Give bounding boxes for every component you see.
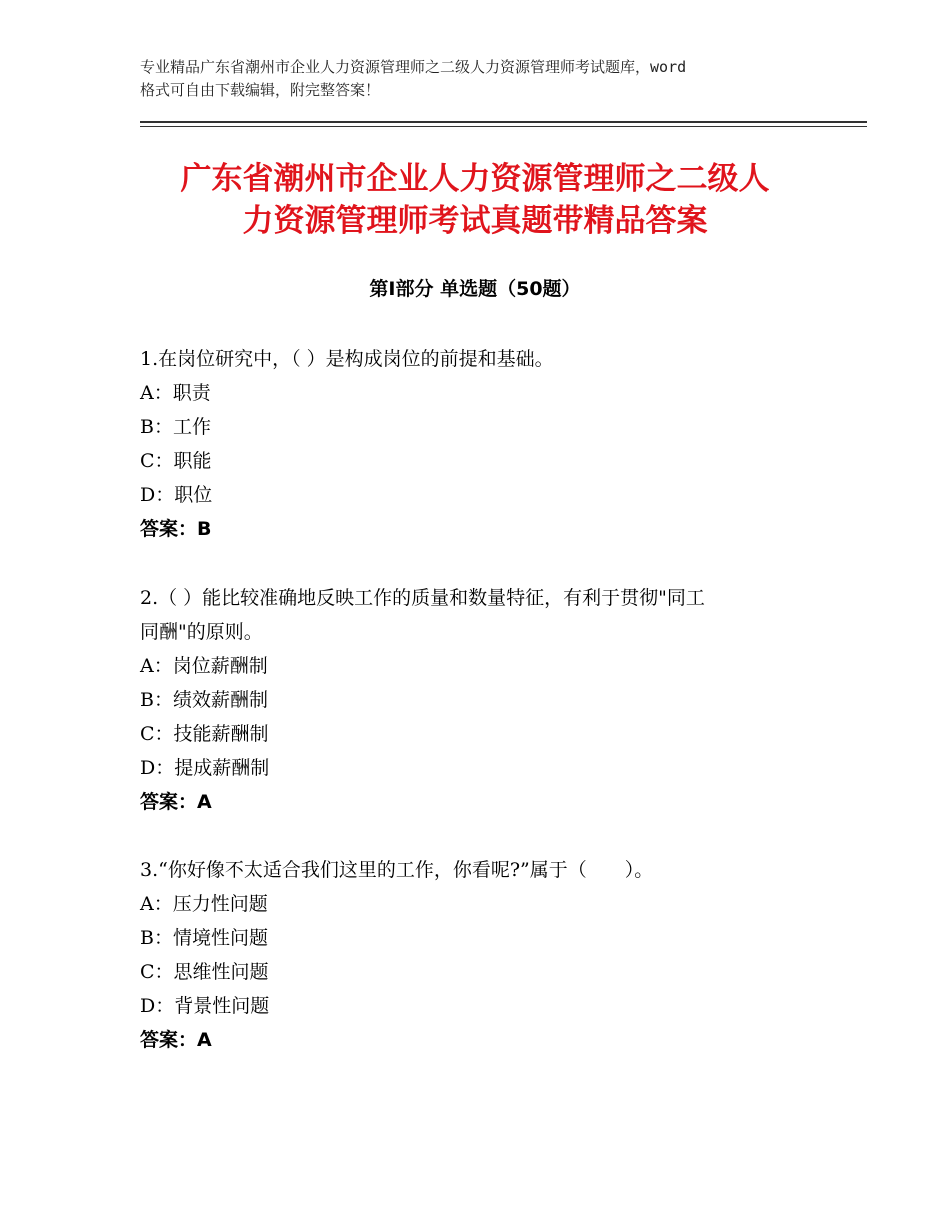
question-2-stem-line-2: 同酬"的原则。 (140, 621, 263, 643)
question-2-answer: 答案：A (140, 791, 212, 813)
question-2-option-a: A：岗位薪酬制 (140, 655, 268, 677)
document-title-line-2: 力资源管理师考试真题带精品答案 (242, 203, 708, 239)
question-1 (140, 342, 830, 546)
question-1-option-b: B：工作 (140, 416, 211, 438)
question-1-option-a: A：职责 (140, 382, 211, 404)
header-rule-thick (140, 121, 867, 123)
question-3-stem: 3.“你好像不太适合我们这里的工作，你看呢?”属于（ ）。 (140, 859, 654, 881)
header-note (140, 56, 820, 102)
question-3-option-c: C：思维性问题 (140, 961, 269, 983)
header-note-line-1: 专业精品广东省潮州市企业人力资源管理师之二级人力资源管理师考试题库，word (140, 58, 687, 76)
header-note-line-2: 格式可自由下载编辑，附完整答案！ (140, 81, 381, 99)
question-2-option-d: D：提成薪酬制 (140, 757, 270, 779)
question-2-stem-line-1: 2.（ ）能比较准确地反映工作的质量和数量特征，有利于贯彻"同工 (140, 587, 705, 609)
question-1-option-c: C：职能 (140, 450, 212, 472)
question-3-answer: 答案：A (140, 1029, 212, 1051)
question-3-option-b: B：情境性问题 (140, 927, 268, 949)
question-1-answer: 答案：B (140, 518, 212, 540)
question-2 (140, 581, 830, 819)
document-title (100, 158, 850, 242)
question-2-option-b: B：绩效薪酬制 (140, 689, 268, 711)
question-3 (140, 853, 830, 1057)
header-rule-thin (140, 126, 867, 127)
section-title: 第Ⅰ部分 单选题（50题） (369, 278, 581, 300)
question-1-stem: 1.在岗位研究中，（ ）是构成岗位的前提和基础。 (140, 348, 554, 370)
document-title-line-1: 广东省潮州市企业人力资源管理师之二级人 (180, 161, 770, 197)
question-3-option-d: D：背景性问题 (140, 995, 270, 1017)
question-3-option-a: A：压力性问题 (140, 893, 268, 915)
question-2-option-c: C：技能薪酬制 (140, 723, 269, 745)
question-1-option-d: D：职位 (140, 484, 213, 506)
